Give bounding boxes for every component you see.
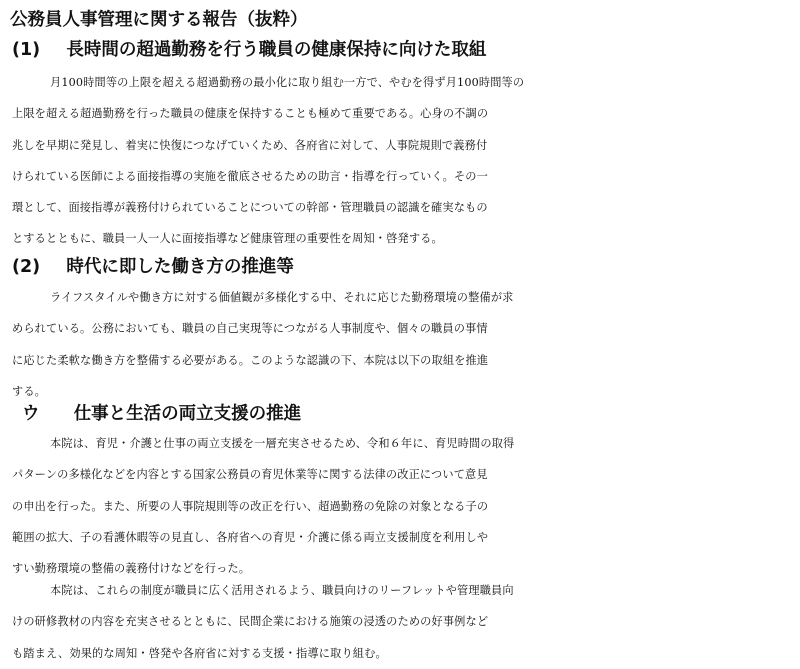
paragraph-line: けられている医師による面接指導の実施を徹底させるための助言・指導を行っていく。その一 <box>12 169 488 183</box>
section-1-title: 長時間の超過勤務を行う職員の健康保持に向けた取組 <box>66 40 487 60</box>
paragraph-line: 本院は、これらの制度が職員に広く活用されるよう、職員向けのリーフレットや管理職員向 <box>50 584 514 597</box>
section-2-number: (2) <box>12 257 41 277</box>
paragraph-line: 月100時間等の上限を超える超過勤務の最小化に取り組む一方で、やむを得ず月100時間等の <box>50 76 525 89</box>
section-1-heading <box>12 38 486 62</box>
paragraph-line: に応じた柔軟な働き方を整備する必要がある。このような認識の下、本院は以下の取組を推進 <box>12 353 489 367</box>
paragraph-line: ライフスタイルや働き方に対する価値観が多様化する中、それに応じた勤務環境の整備が求 <box>50 291 514 304</box>
section-2-title: 時代に即した働き方の推進等 <box>66 257 294 277</box>
subsection-u-heading <box>22 402 301 426</box>
paragraph-line: も踏まえ、効果的な周知・啓発や各府省に対する支援・指導に取り組む。 <box>12 646 387 660</box>
section-1-paragraph <box>12 67 792 255</box>
paragraph-line: められている。公務においても、職員の自己実現等につながる人事制度や、個々の職員の事情 <box>12 322 488 336</box>
paragraph-line: けの研修教材の内容を充実させるとともに、民間企業における施策の浸透のための好事例など <box>12 615 489 629</box>
paragraph-line: 兆しを早期に発見し、着実に快復につなげていくため、各府省に対して、人事院規則で義務付 <box>12 138 488 152</box>
paragraph-line: の申出を行った。また、所要の人事院規則等の改正を行い、超過勤務の免除の対象となる子の <box>12 499 489 513</box>
document-title: 公務員人事管理に関する報告（抜粋） <box>10 10 308 30</box>
section-2-paragraph <box>12 282 792 407</box>
paragraph-line: とするとともに、職員一人一人に面接指導など健康管理の重要性を周知・啓発する。 <box>12 232 443 246</box>
section-2-heading <box>12 255 294 279</box>
paragraph-line: パターンの多様化などを内容とする国家公務員の育児休業等に関する法律の改正について意見 <box>12 468 488 482</box>
paragraph-line: する。 <box>12 384 47 398</box>
subsection-u-paragraph-1 <box>12 428 792 584</box>
paragraph-line: 環として、面接指導が義務付けられていることについての幹部・管理職員の認識を確実なもの <box>12 201 488 215</box>
subsection-u-number: ウ <box>22 404 40 424</box>
paragraph-line: すい勤務環境の整備の義務付けなどを行った。 <box>12 562 251 576</box>
paragraph-line: 本院は、育児・介護と仕事の両立支援を一層充実させるため、令和６年に、育児時間の取得 <box>50 437 515 450</box>
section-1-number: (1) <box>12 40 41 60</box>
subsection-u-paragraph-2 <box>12 575 792 669</box>
paragraph-line: 上限を超える超過勤務を行った職員の健康を保持することも極めて重要である。心身の不調の <box>12 107 489 121</box>
paragraph-line: 範囲の拡大、子の看護休暇等の見直し、各府省への育児・介護に係る両立支援制度を利用しや <box>12 530 489 544</box>
subsection-u-title: 仕事と生活の両立支援の推進 <box>73 404 302 424</box>
